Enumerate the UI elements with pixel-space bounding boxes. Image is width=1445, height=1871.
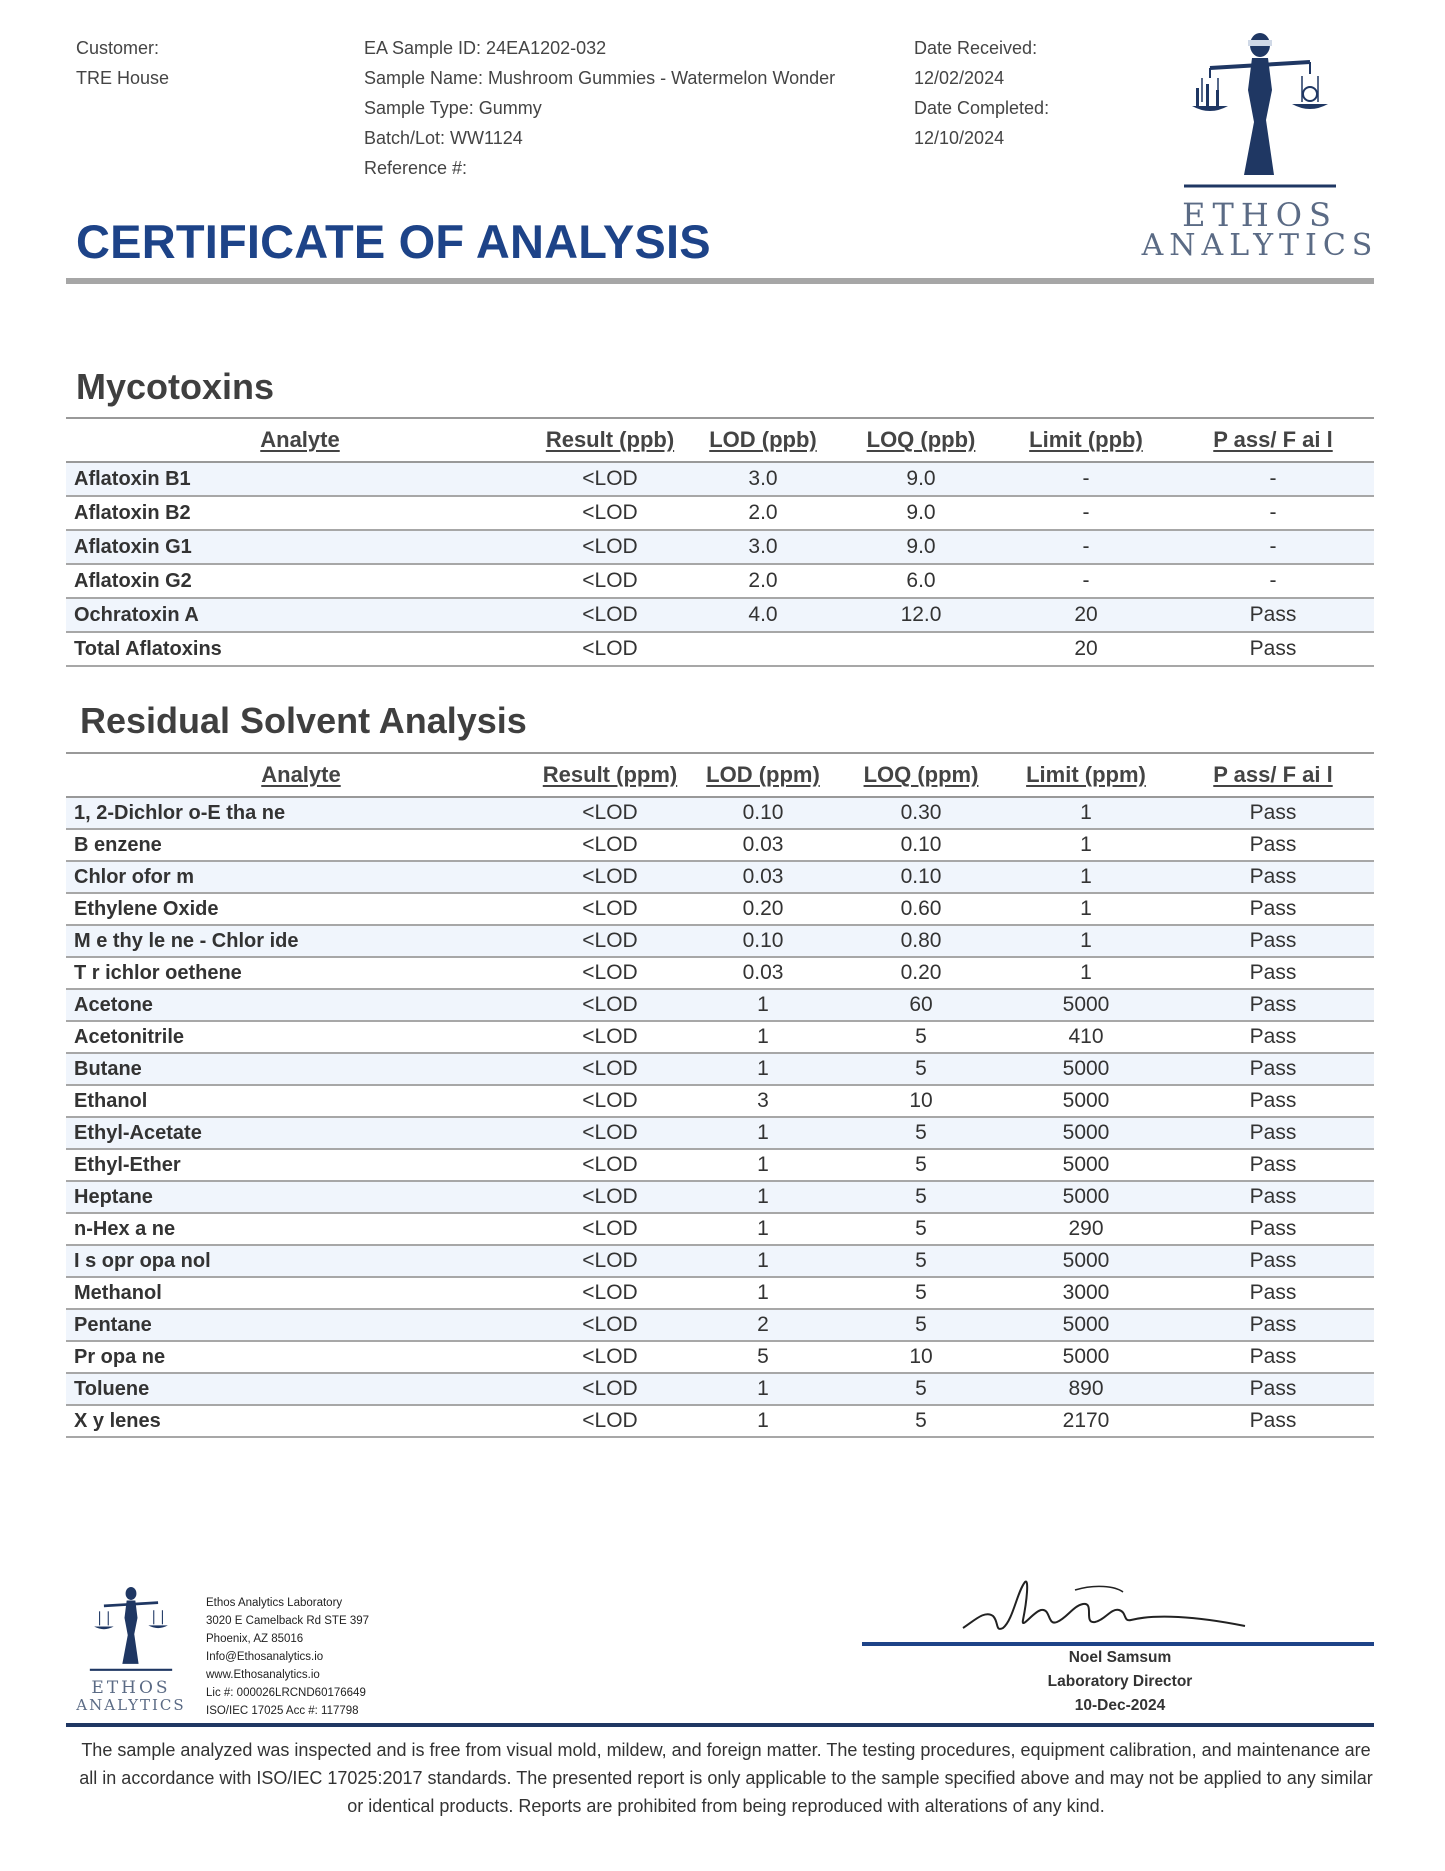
cell-limit: 5000: [1000, 1309, 1172, 1341]
cell-lod: 2: [684, 1309, 842, 1341]
column-header-limit: Limit (ppm): [1000, 753, 1172, 797]
lab-license: Lic #: 000026LRCND60176649: [206, 1687, 366, 1699]
sample-info-block: [364, 33, 835, 183]
cell-lod: 1: [684, 1245, 842, 1277]
cell-pass-fail: Pass: [1172, 1213, 1374, 1245]
column-header-analyte: Analyte: [66, 753, 536, 797]
cell-lod: 1: [684, 1373, 842, 1405]
lab-email[interactable]: Info@Ethosanalytics.io: [206, 1651, 324, 1663]
cell-pass-fail: -: [1172, 462, 1374, 496]
table-row: [66, 829, 1374, 861]
table-row: [66, 797, 1374, 829]
customer-label: Customer:: [76, 38, 160, 58]
cell-analyte: X y lenes: [66, 1405, 536, 1437]
disclaimer-text: The sample analyzed was inspected and is free from visual mold, mildew, and foreign matter. The testing procedures, equipment calibration, and maintenance are all in accordance with ISO/IEC 17025:2017 standards. The presented report is only applicable to the sample specified above and may not be applied to any similar or identical products. Reports are prohibited from being reproduced with alterations of any kind.: [79, 1740, 1373, 1816]
table-row: [66, 530, 1374, 564]
cell-limit: 5000: [1000, 1149, 1172, 1181]
cell-analyte: Aflatoxin B2: [66, 496, 536, 530]
cell-limit: 410: [1000, 1021, 1172, 1053]
table-row: [66, 1373, 1374, 1405]
cell-result: <LOD: [536, 1277, 684, 1309]
cell-pass-fail: Pass: [1172, 797, 1374, 829]
column-header-analyte: Analyte: [66, 418, 536, 462]
lab-iso-accreditation: ISO/IEC 17025 Acc #: 117798: [206, 1705, 359, 1717]
cell-loq: 5: [842, 1053, 1000, 1085]
cell-limit: -: [1000, 496, 1172, 530]
date-completed-value: 12/10/2024: [914, 128, 1005, 148]
cell-result: <LOD: [536, 1341, 684, 1373]
cell-loq: 12.0: [842, 598, 1000, 632]
table-row: [66, 1021, 1374, 1053]
cell-limit: 1: [1000, 957, 1172, 989]
cell-limit: -: [1000, 564, 1172, 598]
table-row: [66, 893, 1374, 925]
table-row: [66, 598, 1374, 632]
cell-loq: [842, 632, 1000, 666]
footer-divider: [66, 1723, 1374, 1727]
cell-result: <LOD: [536, 925, 684, 957]
date-completed-label: Date Completed:: [914, 98, 1050, 118]
cell-lod: 0.03: [684, 861, 842, 893]
cell-analyte: Ethyl-Acetate: [66, 1117, 536, 1149]
cell-analyte: Pentane: [66, 1309, 536, 1341]
cell-loq: 5: [842, 1021, 1000, 1053]
title-divider: [66, 278, 1374, 284]
cell-pass-fail: Pass: [1172, 1149, 1374, 1181]
cell-loq: 0.60: [842, 893, 1000, 925]
cell-result: <LOD: [536, 893, 684, 925]
column-header-limit: Limit (ppb): [1000, 418, 1172, 462]
lab-name: Ethos Analytics Laboratory: [206, 1597, 343, 1609]
cell-limit: 3000: [1000, 1277, 1172, 1309]
cell-limit: -: [1000, 462, 1172, 496]
cell-lod: 1: [684, 1405, 842, 1437]
cell-lod: 2.0: [684, 564, 842, 598]
cell-pass-fail: Pass: [1172, 1405, 1374, 1437]
cell-pass-fail: -: [1172, 564, 1374, 598]
cell-lod: 3: [684, 1085, 842, 1117]
cell-analyte: n-Hex a ne: [66, 1213, 536, 1245]
cell-loq: 9.0: [842, 496, 1000, 530]
cell-result: <LOD: [536, 957, 684, 989]
cell-pass-fail: Pass: [1172, 861, 1374, 893]
cell-lod: 0.10: [684, 797, 842, 829]
footer-logo: [66, 1580, 196, 1720]
cell-result: <LOD: [536, 989, 684, 1021]
column-header-result: Result (ppb): [536, 418, 684, 462]
cell-limit: 1: [1000, 893, 1172, 925]
cell-analyte: Aflatoxin G2: [66, 564, 536, 598]
cell-analyte: Chlor ofor m: [66, 861, 536, 893]
logo-text-ethos: ETHOS: [1182, 196, 1338, 234]
cell-limit: 1: [1000, 797, 1172, 829]
cell-pass-fail: Pass: [1172, 1117, 1374, 1149]
cell-loq: 60: [842, 989, 1000, 1021]
cell-lod: 1: [684, 1181, 842, 1213]
cell-lod: 3.0: [684, 530, 842, 564]
cell-pass-fail: Pass: [1172, 1373, 1374, 1405]
mycotoxins-title: Mycotoxins: [76, 366, 275, 407]
cell-loq: 0.10: [842, 861, 1000, 893]
cell-lod: 4.0: [684, 598, 842, 632]
cell-analyte: Toluene: [66, 1373, 536, 1405]
column-header-pass-fail: P ass/ F ai l: [1172, 418, 1374, 462]
lady-justice-scales-icon: [66, 1580, 196, 1680]
cell-pass-fail: Pass: [1172, 893, 1374, 925]
table-row: [66, 564, 1374, 598]
table-row: [66, 1405, 1374, 1437]
cell-lod: 3.0: [684, 462, 842, 496]
cell-loq: 5: [842, 1181, 1000, 1213]
cell-analyte: B enzene: [66, 829, 536, 861]
cell-result: <LOD: [536, 1149, 684, 1181]
cell-result: <LOD: [536, 1245, 684, 1277]
cell-analyte: I s opr opa nol: [66, 1245, 536, 1277]
cell-limit: 5000: [1000, 1181, 1172, 1213]
cell-limit: 1: [1000, 829, 1172, 861]
lab-address-block: [206, 1594, 369, 1720]
footer-logo-text-analytics: ANALYTICS: [76, 1696, 186, 1714]
table-row: [66, 1149, 1374, 1181]
cell-result: <LOD: [536, 598, 684, 632]
cell-loq: 9.0: [842, 530, 1000, 564]
cell-loq: 5: [842, 1149, 1000, 1181]
cell-analyte: Acetone: [66, 989, 536, 1021]
column-header-lod: LOD (ppb): [684, 418, 842, 462]
cell-limit: 890: [1000, 1373, 1172, 1405]
cell-pass-fail: Pass: [1172, 598, 1374, 632]
mycotoxins-table: [66, 417, 1374, 667]
table-row: [66, 632, 1374, 666]
signature-date: 10-Dec-2024: [1074, 1697, 1166, 1714]
table-row: [66, 989, 1374, 1021]
cell-lod: 1: [684, 1213, 842, 1245]
table-row: [66, 1277, 1374, 1309]
cell-lod: 1: [684, 1053, 842, 1085]
cell-limit: 5000: [1000, 1117, 1172, 1149]
cell-result: <LOD: [536, 797, 684, 829]
cell-lod: 2.0: [684, 496, 842, 530]
page-title: CERTIFICATE OF ANALYSIS: [76, 215, 711, 268]
table-row: [66, 1309, 1374, 1341]
cell-lod: 0.20: [684, 893, 842, 925]
table-row: [66, 462, 1374, 496]
cell-analyte: Acetonitrile: [66, 1021, 536, 1053]
table-row: [66, 1053, 1374, 1085]
table-row: [66, 957, 1374, 989]
sample-name: Sample Name: Mushroom Gummies - Watermelon Wonder: [364, 68, 836, 88]
lady-justice-scales-icon: [1140, 30, 1380, 195]
cell-lod: 0.03: [684, 829, 842, 861]
footer-logo-text-ethos: ETHOS: [91, 1678, 171, 1698]
sample-id: EA Sample ID: 24EA1202-032: [364, 38, 607, 58]
cell-pass-fail: Pass: [1172, 957, 1374, 989]
customer-block: [76, 33, 169, 93]
table-row: [66, 925, 1374, 957]
cell-result: <LOD: [536, 564, 684, 598]
cell-analyte: Total Aflatoxins: [66, 632, 536, 666]
cell-loq: 0.10: [842, 829, 1000, 861]
solvents-table: [66, 752, 1374, 1438]
cell-analyte: Methanol: [66, 1277, 536, 1309]
cell-limit: 20: [1000, 598, 1172, 632]
table-row: [66, 1245, 1374, 1277]
cell-pass-fail: Pass: [1172, 632, 1374, 666]
table-row: [66, 1181, 1374, 1213]
cell-result: <LOD: [536, 1309, 684, 1341]
customer-value: TRE House: [76, 68, 170, 88]
cell-result: <LOD: [536, 1405, 684, 1437]
cell-result: <LOD: [536, 1053, 684, 1085]
cell-lod: 0.10: [684, 925, 842, 957]
cell-limit: 5000: [1000, 989, 1172, 1021]
batch-lot: Batch/Lot: WW1124: [364, 128, 523, 148]
cell-result: <LOD: [536, 861, 684, 893]
ethos-logo: [1140, 30, 1380, 270]
signatory-block: [1000, 1646, 1240, 1718]
cell-limit: 5000: [1000, 1341, 1172, 1373]
cell-pass-fail: Pass: [1172, 1341, 1374, 1373]
cell-limit: 290: [1000, 1213, 1172, 1245]
cell-loq: 5: [842, 1117, 1000, 1149]
cell-limit: 5000: [1000, 1053, 1172, 1085]
cell-pass-fail: -: [1172, 530, 1374, 564]
dates-block: [914, 33, 1049, 153]
cell-result: <LOD: [536, 1085, 684, 1117]
column-header-loq: LOQ (ppb): [842, 418, 1000, 462]
table-header-row: [66, 418, 1374, 462]
cell-pass-fail: Pass: [1172, 1181, 1374, 1213]
cell-loq: 5: [842, 1245, 1000, 1277]
table-row: [66, 496, 1374, 530]
cell-analyte: Butane: [66, 1053, 536, 1085]
cell-analyte: 1, 2-Dichlor o-E tha ne: [66, 797, 536, 829]
reference: Reference #:: [364, 158, 468, 178]
cell-loq: 10: [842, 1341, 1000, 1373]
table-row: [66, 1341, 1374, 1373]
cell-analyte: Ethylene Oxide: [66, 893, 536, 925]
cell-limit: 5000: [1000, 1085, 1172, 1117]
cell-pass-fail: Pass: [1172, 1277, 1374, 1309]
cell-lod: 0.03: [684, 957, 842, 989]
cell-limit: -: [1000, 530, 1172, 564]
cell-loq: 10: [842, 1085, 1000, 1117]
cell-analyte: Ethyl-Ether: [66, 1149, 536, 1181]
cell-analyte: Ochratoxin A: [66, 598, 536, 632]
cell-analyte: T r ichlor oethene: [66, 957, 536, 989]
cell-result: <LOD: [536, 496, 684, 530]
cell-result: <LOD: [536, 632, 684, 666]
cell-pass-fail: -: [1172, 496, 1374, 530]
cell-limit: 1: [1000, 925, 1172, 957]
cell-analyte: M e thy le ne - Chlor ide: [66, 925, 536, 957]
logo-text-analytics: ANALYTICS: [1141, 228, 1379, 263]
director-signature: [955, 1570, 1255, 1650]
signatory-name: Noel Samsum: [1068, 1649, 1172, 1666]
table-row: [66, 1085, 1374, 1117]
cell-analyte: Aflatoxin G1: [66, 530, 536, 564]
cell-result: <LOD: [536, 530, 684, 564]
cell-result: <LOD: [536, 1117, 684, 1149]
cell-result: <LOD: [536, 462, 684, 496]
cell-pass-fail: Pass: [1172, 1021, 1374, 1053]
cell-pass-fail: Pass: [1172, 1085, 1374, 1117]
table-header-row: [66, 753, 1374, 797]
cell-loq: 5: [842, 1213, 1000, 1245]
cell-result: <LOD: [536, 829, 684, 861]
table-row: [66, 861, 1374, 893]
cell-lod: 1: [684, 989, 842, 1021]
cell-lod: 1: [684, 1149, 842, 1181]
date-received-value: 12/02/2024: [914, 68, 1005, 88]
table-row: [66, 1213, 1374, 1245]
column-header-lod: LOD (ppm): [684, 753, 842, 797]
cell-loq: 5: [842, 1405, 1000, 1437]
cell-limit: 2170: [1000, 1405, 1172, 1437]
cell-loq: 0.80: [842, 925, 1000, 957]
cell-lod: 5: [684, 1341, 842, 1373]
cell-loq: 5: [842, 1309, 1000, 1341]
cell-pass-fail: Pass: [1172, 829, 1374, 861]
lab-address-line1: 3020 E Camelback Rd STE 397: [206, 1615, 370, 1627]
cell-limit: 1: [1000, 861, 1172, 893]
table-row: [66, 1117, 1374, 1149]
column-header-pass-fail: P ass/ F ai l: [1172, 753, 1374, 797]
cell-analyte: Aflatoxin B1: [66, 462, 536, 496]
cell-pass-fail: Pass: [1172, 1245, 1374, 1277]
cell-loq: 0.20: [842, 957, 1000, 989]
cell-result: <LOD: [536, 1181, 684, 1213]
cell-pass-fail: Pass: [1172, 989, 1374, 1021]
cell-lod: 1: [684, 1021, 842, 1053]
lab-website[interactable]: www.Ethosanalytics.io: [206, 1669, 320, 1681]
cell-loq: 9.0: [842, 462, 1000, 496]
signatory-role: Laboratory Director: [1047, 1673, 1193, 1690]
cell-loq: 5: [842, 1277, 1000, 1309]
cell-lod: [684, 632, 842, 666]
cell-limit: 20: [1000, 632, 1172, 666]
cell-analyte: Ethanol: [66, 1085, 536, 1117]
solvents-title: Residual Solvent Analysis: [80, 700, 527, 741]
column-header-loq: LOQ (ppm): [842, 753, 1000, 797]
cell-pass-fail: Pass: [1172, 1309, 1374, 1341]
cell-loq: 6.0: [842, 564, 1000, 598]
cell-loq: 5: [842, 1373, 1000, 1405]
cell-lod: 1: [684, 1277, 842, 1309]
cell-pass-fail: Pass: [1172, 1053, 1374, 1085]
cell-analyte: Heptane: [66, 1181, 536, 1213]
lab-address-line2: Phoenix, AZ 85016: [206, 1633, 304, 1645]
column-header-result: Result (ppm): [536, 753, 684, 797]
cell-limit: 5000: [1000, 1245, 1172, 1277]
sample-type: Sample Type: Gummy: [364, 98, 542, 118]
date-received-label: Date Received:: [914, 38, 1038, 58]
cell-result: <LOD: [536, 1021, 684, 1053]
cell-result: <LOD: [536, 1213, 684, 1245]
cell-lod: 1: [684, 1117, 842, 1149]
cell-pass-fail: Pass: [1172, 925, 1374, 957]
cell-loq: 0.30: [842, 797, 1000, 829]
cell-result: <LOD: [536, 1373, 684, 1405]
cell-analyte: Pr opa ne: [66, 1341, 536, 1373]
